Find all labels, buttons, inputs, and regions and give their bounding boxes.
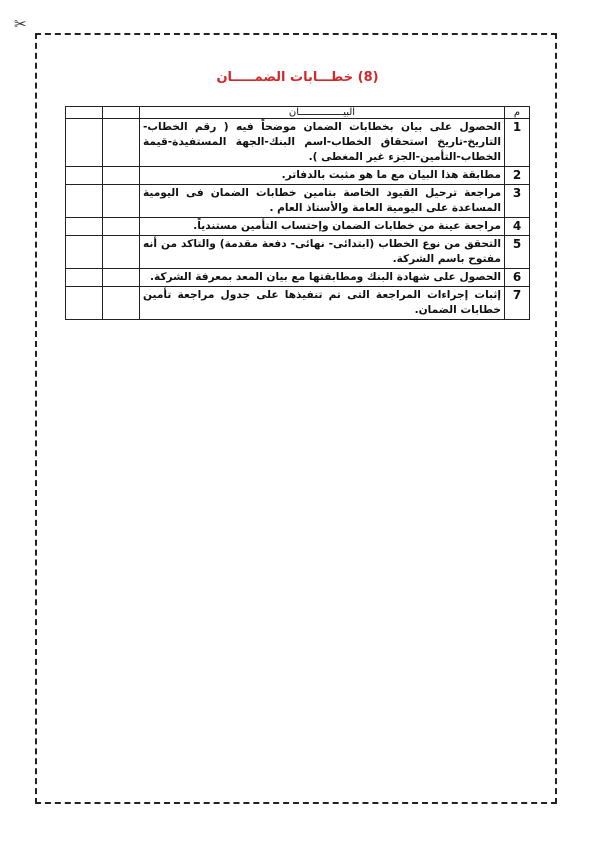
row-text: مطابقة هذا البيان مع ما هو مثبت بالدفاتر. <box>140 167 505 185</box>
table-header-row <box>66 107 530 119</box>
row-text: مراجعة عينة من خطابات الضمان وإحتساب التأمين مستندياً. <box>140 218 505 236</box>
table-row <box>66 167 530 185</box>
row-blank-cell <box>103 287 140 320</box>
row-num: 3 <box>505 185 530 218</box>
row-blank-cell <box>66 218 103 236</box>
header-num: م <box>505 107 530 119</box>
row-blank-cell <box>103 218 140 236</box>
row-text: إثبات إجراءات المراجعة التى تم تنفيذها على جدول مراجعة تأمين خطابات الضمان. <box>140 287 505 320</box>
audit-checklist-table <box>65 106 530 320</box>
row-num: 1 <box>505 119 530 167</box>
row-num: 5 <box>505 236 530 269</box>
row-text: الحصول على بيان بخطابات الضمان موضحاً فيه ( رقم الخطاب-التاريخ-تاريخ استحقاق الخطاب-اسم البنك-الجهة المستفيدة-قيمة الخطاب-التأمين-الجزء غير المغطى ). <box>140 119 505 167</box>
row-blank-cell <box>103 236 140 269</box>
table-row <box>66 269 530 287</box>
header-statement: البيـــــــــــــــان <box>140 107 505 119</box>
row-text: مراجعة ترحيل القيود الخاصة بتامين خطابات الضمان فى اليومية المساعدة على اليومية العامة والأستاذ العام . <box>140 185 505 218</box>
row-blank-cell <box>103 185 140 218</box>
table-row <box>66 218 530 236</box>
row-blank-cell <box>66 119 103 167</box>
row-blank-cell <box>103 269 140 287</box>
table-row <box>66 236 530 269</box>
row-blank-cell <box>66 167 103 185</box>
row-num: 6 <box>505 269 530 287</box>
table-row <box>66 119 530 167</box>
header-blank-2 <box>66 107 103 119</box>
table-row <box>66 185 530 218</box>
row-text: الحصول على شهادة البنك ومطابقتها مع بيان المعد بمعرفة الشركة. <box>140 269 505 287</box>
row-blank-cell <box>103 119 140 167</box>
row-num: 4 <box>505 218 530 236</box>
row-blank-cell <box>103 167 140 185</box>
row-blank-cell <box>66 269 103 287</box>
table-row <box>66 287 530 320</box>
row-text: التحقق من نوع الخطاب (ابتدائى- نهائى- دفعة مقدمة) والتاكد من أنه مفتوح باسم الشركة. <box>140 236 505 269</box>
page-title: (8) خطـــابات الضمـــــان <box>216 70 379 85</box>
row-num: 7 <box>505 287 530 320</box>
row-blank-cell <box>66 287 103 320</box>
header-blank-1 <box>103 107 140 119</box>
row-blank-cell <box>66 185 103 218</box>
row-num: 2 <box>505 167 530 185</box>
row-blank-cell <box>66 236 103 269</box>
scissors-icon: ✂ <box>14 15 27 33</box>
